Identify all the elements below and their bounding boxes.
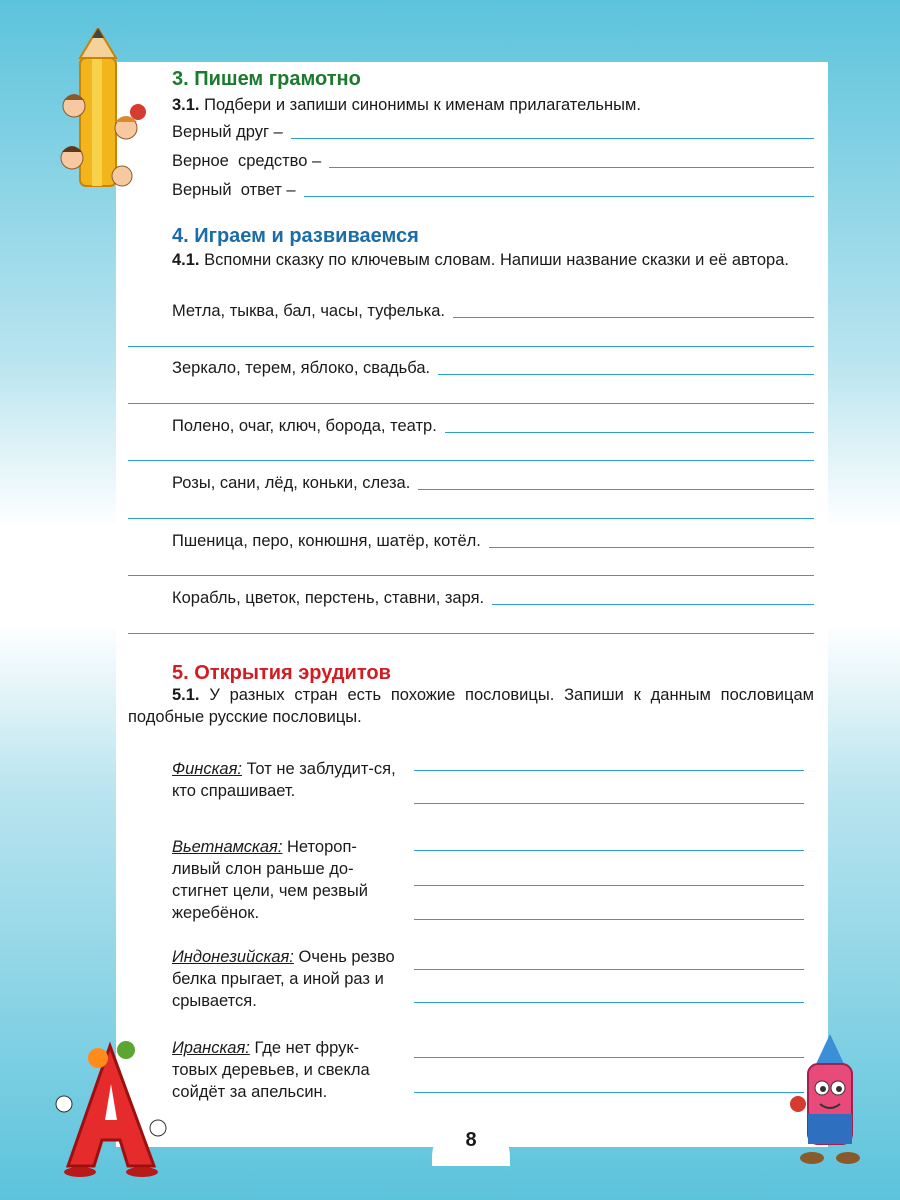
fairytale-row <box>172 527 814 551</box>
synonym-label: Верное средство – <box>172 152 322 170</box>
synonym-label: Верный ответ – <box>172 181 296 199</box>
synonym-row <box>172 176 814 200</box>
answer-line-full[interactable] <box>128 575 814 576</box>
fairytale-keywords: Метла, тыква, бал, часы, туфелька. <box>172 302 445 320</box>
proverb-country: Вьетнамская: <box>172 838 283 856</box>
fairytale-row <box>172 412 814 436</box>
fairytale-keywords: Розы, сани, лёд, коньки, слеза. <box>172 474 411 492</box>
answer-line[interactable] <box>329 167 814 168</box>
answer-line[interactable] <box>414 919 804 920</box>
fairytale-keywords: Полено, очаг, ключ, борода, театр. <box>172 417 437 435</box>
proverb-vietnamese <box>172 836 397 924</box>
proverb-country: Иранская: <box>172 1039 250 1057</box>
answer-line[interactable] <box>489 547 814 548</box>
answer-line[interactable] <box>414 969 804 970</box>
page-number: 8 <box>432 1118 510 1166</box>
answer-line[interactable] <box>445 432 814 433</box>
answer-line[interactable] <box>414 803 804 804</box>
proverb-text: Нетороп-ливый слон раньше до-стигнет цели, чем резвый жеребёнок. <box>172 838 368 922</box>
answer-line[interactable] <box>414 850 804 851</box>
proverb-text: Тот не заблудит-ся, кто спрашивает. <box>172 760 396 800</box>
section3-task <box>128 94 814 116</box>
answer-line[interactable] <box>414 1057 804 1058</box>
section5-task-text: У разных стран есть похожие пословицы. Запиши к данным пословицам подобные русские пословицы. <box>128 686 814 726</box>
answer-line[interactable] <box>291 138 814 139</box>
fairytale-row <box>172 297 814 321</box>
section4-title: 4. Играем и развиваемся <box>172 225 419 247</box>
answer-line[interactable] <box>492 604 814 605</box>
answer-line[interactable] <box>414 1092 804 1093</box>
proverb-country: Индонезийская: <box>172 948 294 966</box>
section3-task-text: Подбери и запиши синонимы к именам прилагательным. <box>204 96 641 114</box>
answer-line[interactable] <box>414 1002 804 1003</box>
section3-title: 3. Пишем грамотно <box>172 68 361 90</box>
section3-task-num: 3.1. <box>172 96 200 114</box>
proverb-text: Очень резво белка прыгает, а иной раз и срывается. <box>172 948 395 1010</box>
fairytale-keywords: Пшеница, перо, конюшня, шатёр, котёл. <box>172 532 481 550</box>
fairytale-row <box>172 469 814 493</box>
synonym-row <box>172 118 814 142</box>
synonym-label: Верный друг – <box>172 123 283 141</box>
answer-line[interactable] <box>304 196 814 197</box>
proverb-text: Где нет фрук-товых деревьев, и свекла сойдёт за апельсин. <box>172 1039 370 1101</box>
proverb-iranian <box>172 1037 397 1103</box>
crayon-character-illustration <box>782 1034 878 1174</box>
fairytale-keywords: Зеркало, терем, яблоко, свадьба. <box>172 359 431 377</box>
answer-line[interactable] <box>414 770 804 771</box>
answer-line-full[interactable] <box>128 460 814 461</box>
answer-line[interactable] <box>418 489 814 490</box>
answer-line-full[interactable] <box>128 403 814 404</box>
fairytale-keywords: Корабль, цветок, перстень, ставни, заря. <box>172 589 485 607</box>
section4-task-text: Вспомни сказку по ключевым словам. Напиши название сказки и её автора. <box>204 251 789 269</box>
answer-line[interactable] <box>438 374 814 375</box>
answer-line-full[interactable] <box>128 518 814 519</box>
section4-task <box>128 249 814 271</box>
fairytale-row <box>172 584 814 608</box>
section5-title: 5. Открытия эрудитов <box>172 662 391 684</box>
fairytale-row <box>172 354 814 378</box>
proverb-country: Финская: <box>172 760 242 778</box>
section5-task-num: 5.1. <box>172 686 200 704</box>
letter-a-character-illustration <box>50 1028 170 1178</box>
answer-line-full[interactable] <box>128 633 814 634</box>
answer-line[interactable] <box>453 317 814 318</box>
proverb-indonesian <box>172 946 397 1012</box>
answer-line[interactable] <box>414 885 804 886</box>
section5-task <box>128 684 814 728</box>
synonym-row <box>172 147 814 171</box>
answer-line-full[interactable] <box>128 346 814 347</box>
section4-task-num: 4.1. <box>172 251 200 269</box>
proverb-finnish <box>172 758 397 802</box>
